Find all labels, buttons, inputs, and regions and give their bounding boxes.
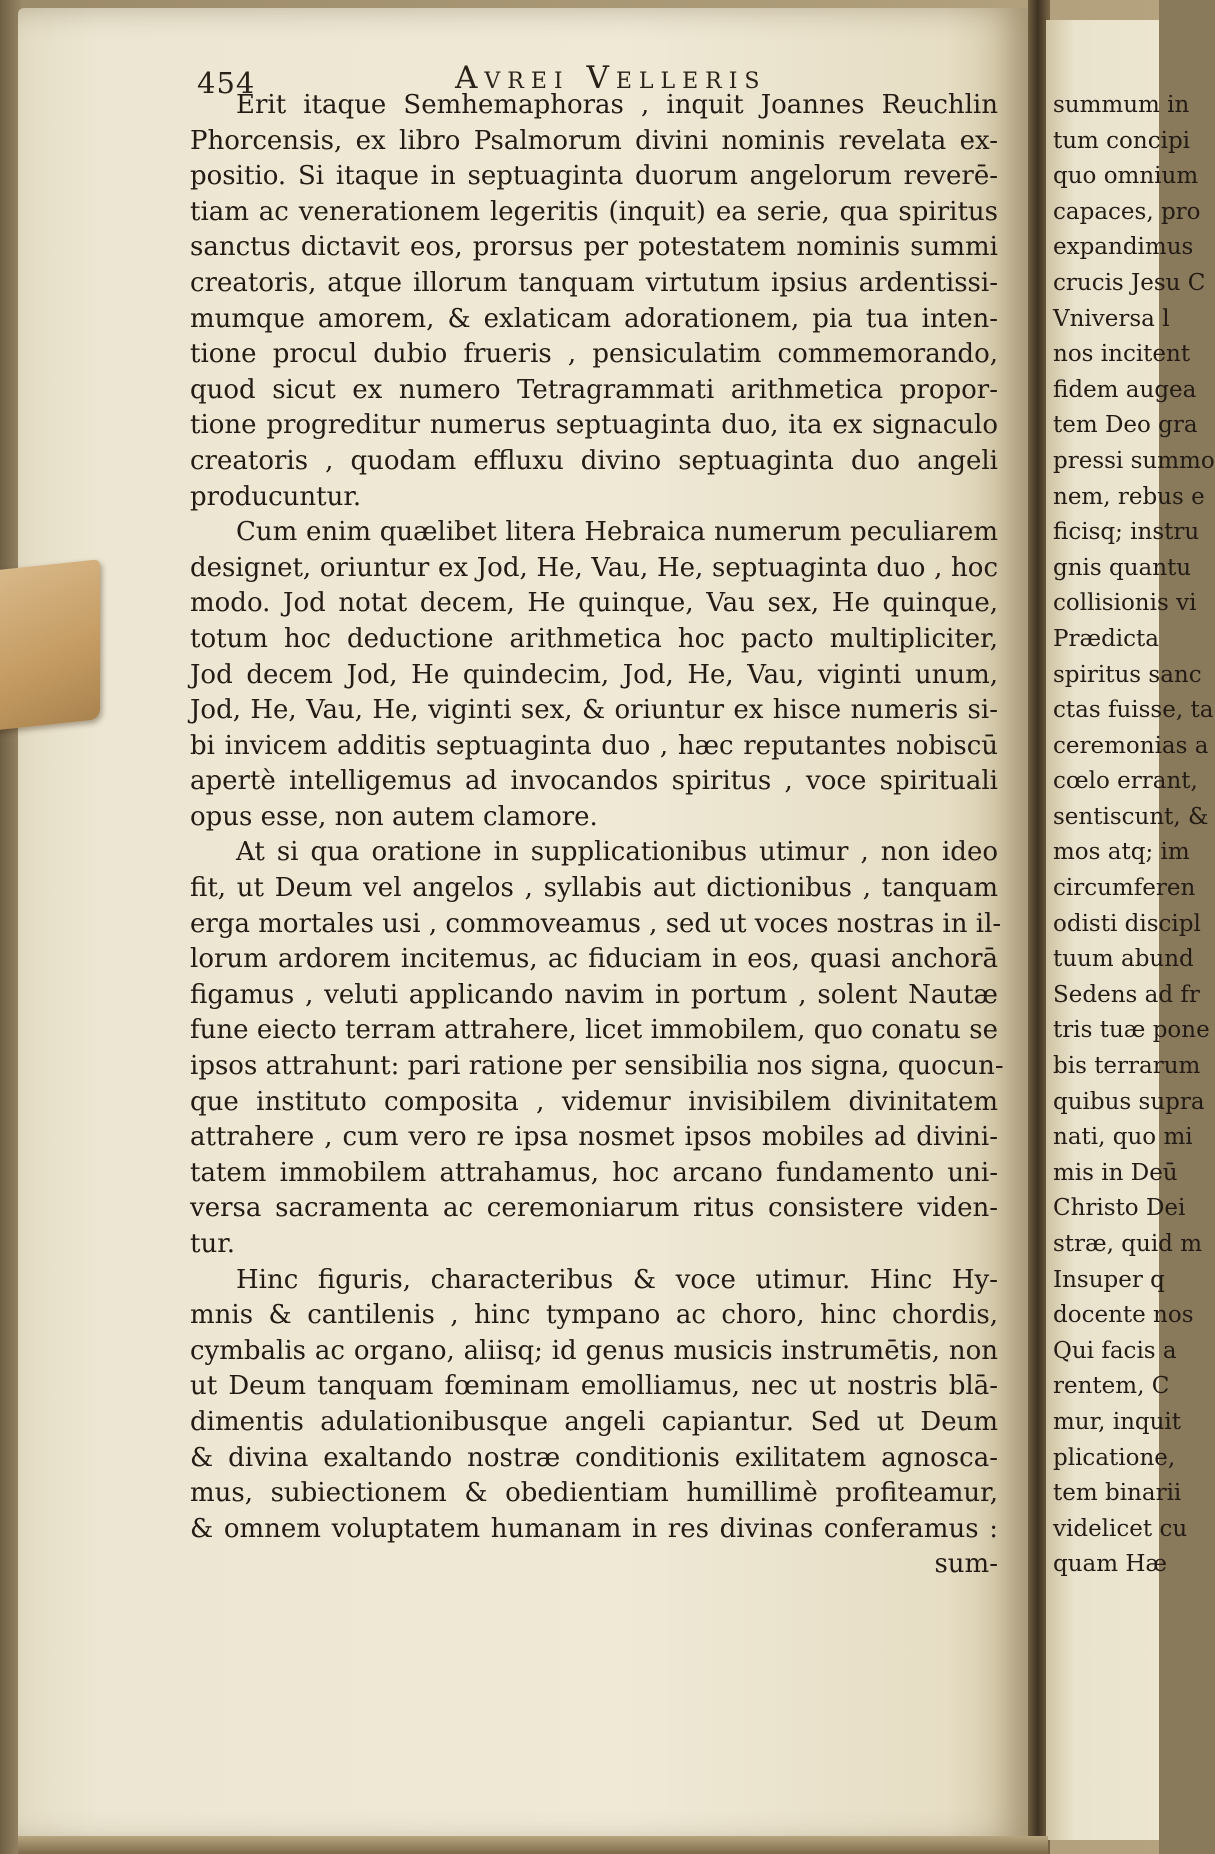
text-line: fune eiecto terram attrahere, licet immobilem, quo conatu se: [190, 1015, 998, 1046]
text-line: bis terrarum: [1053, 1053, 1201, 1080]
text-line: mis in Deū: [1053, 1159, 1178, 1186]
text-line: dimentis adulationibusque angeli capiantur. Sed ut Deum: [190, 1406, 998, 1437]
text-line: ctas fuisse, ta: [1053, 697, 1214, 724]
text-line: expandimus: [1053, 234, 1194, 261]
text-line: Cum enim quælibet litera Hebraica numerum peculiarem: [236, 517, 998, 548]
text-line: nati, quo mi: [1053, 1124, 1193, 1151]
text-line: modo. Jod notat decem, He quinque, Vau sex, He quinque,: [190, 588, 998, 619]
text-line: mur, inquit: [1053, 1408, 1182, 1435]
text-line: apertè intelligemus ad invocandos spiritus , voce spirituali: [190, 766, 998, 797]
text-line: ipsos attrahunt: pari ratione per sensibilia nos signa, quocun-: [190, 1051, 1004, 1082]
text-line: fidem augea: [1053, 376, 1197, 403]
text-line: Phorcensis, ex libro Psalmorum divini nominis revelata ex-: [190, 125, 998, 156]
text-line: Qui facis a: [1053, 1337, 1177, 1364]
text-line: Insuper q: [1053, 1266, 1165, 1293]
text-line: collisionis vi: [1053, 590, 1197, 617]
text-line: tuum abund: [1053, 946, 1194, 973]
text-line: tatem immobilem attrahamus, hoc arcano fundamento uni-: [190, 1157, 998, 1188]
text-line: rentem, C: [1053, 1373, 1170, 1400]
text-line: positio. Si itaque in septuaginta duorum angelorum reverē-: [190, 161, 998, 192]
text-line: videlicet cu: [1053, 1515, 1188, 1542]
text-line: tem Deo gra: [1053, 412, 1198, 439]
text-line: Prædicta: [1053, 625, 1160, 652]
text-line: nem, rebus e: [1053, 483, 1205, 510]
text-line: mnis & cantilenis , hinc tympano ac choro, hinc chordis,: [190, 1300, 998, 1331]
page-number: 454: [197, 66, 256, 100]
text-line: pressi summo: [1053, 447, 1215, 474]
text-line: mos atq; im: [1053, 839, 1190, 866]
text-line: capaces, pro: [1053, 198, 1201, 225]
text-line: tione procul dubio frueris , pensiculatim commemorando,: [190, 339, 998, 370]
text-line: designet, oriuntur ex Jod, He, Vau, He, septuaginta duo , hoc: [190, 552, 998, 583]
text-line: odisti discipl: [1053, 910, 1201, 937]
text-line: fit, ut Deum vel angelos , syllabis aut dictionibus , tanquam: [190, 873, 998, 904]
text-line: totum hoc deductione arithmetica hoc pacto multipliciter,: [190, 623, 998, 654]
text-line: docente nos: [1053, 1302, 1194, 1329]
text-line: At si qua oratione in supplicationibus utimur , non ideo: [236, 837, 998, 868]
text-line: tum concipi: [1053, 127, 1191, 154]
text-line: crucis Jesu C: [1053, 269, 1206, 296]
text-line: tur.: [190, 1229, 236, 1259]
text-line: Hinc figuris, characteribus & voce utimur. Hinc Hy-: [236, 1264, 998, 1295]
text-line: tris tuæ pone: [1053, 1017, 1210, 1044]
text-line: stræ, quid m: [1053, 1231, 1203, 1257]
text-line: mumque amorem, & exlaticam adorationem, pia tua inten-: [190, 303, 998, 334]
page-bottom-edge: [18, 1836, 1048, 1854]
text-line: Jod, He, Vau, He, viginti sex, & oriuntur ex hisce numeris si-: [190, 695, 998, 726]
right-page-text: [1053, 88, 1215, 1583]
text-line: mus, subiectionem & obedientiam humillimè profiteamur,: [190, 1478, 998, 1509]
text-line: que instituto composita , videmur invisibilem divinitatem: [190, 1086, 998, 1117]
text-line: versa sacramenta ac ceremoniarum ritus consistere viden-: [190, 1193, 998, 1224]
text-line: cymbalis ac organo, aliisq; id genus musicis instrumētis, non: [190, 1335, 998, 1366]
text-line: spiritus sanc: [1053, 661, 1202, 688]
text-line: lorum ardorem incitemus, ac fiduciam in eos, quasi anchorā: [190, 944, 998, 975]
text-line: Christo Dei: [1053, 1195, 1186, 1222]
text-line: ut Deum tanquam fœminam emolliamus, nec ut nostris blā-: [190, 1371, 998, 1402]
text-line: attrahere , cum vero re ipsa nosmet ipsos mobiles ad divini-: [190, 1122, 998, 1153]
text-line: sentiscunt, &: [1053, 803, 1209, 830]
text-line: & divina exaltando nostræ conditionis exilitatem agnosca-: [190, 1442, 998, 1473]
text-line: ficisq; instru: [1053, 519, 1200, 546]
text-line: plicatione,: [1053, 1444, 1176, 1471]
text-line: cœlo errant,: [1053, 768, 1198, 795]
text-line: tione progreditur numerus septuaginta duo, ita ex signaculo: [190, 410, 998, 441]
text-line: opus esse, non autem clamore.: [190, 801, 598, 832]
running-head: Avrei Velleris: [455, 60, 767, 96]
bookmark-tab: [0, 559, 100, 731]
left-page-text: [190, 88, 1004, 1583]
text-line: Vniversa l: [1053, 305, 1170, 332]
text-line: tiam ac venerationem legeritis (inquit) ea serie, qua spiritus: [190, 196, 998, 227]
text-line: bi invicem additis septuaginta duo , hæc reputantes nobiscū: [190, 730, 998, 761]
text-line: tem binarii: [1053, 1480, 1182, 1507]
text-line: & omnem voluptatem humanam in res divinas conferamus :: [190, 1513, 998, 1544]
catchword: sum-: [934, 1549, 998, 1580]
text-line: ceremonias a: [1053, 732, 1209, 759]
text-line: erga mortales usi , commoveamus , sed ut voces nostras in il-: [190, 908, 1002, 939]
text-line: figamus , veluti applicando navim in portum , solent Nautæ: [190, 979, 998, 1010]
text-line: sanctus dictavit eos, prorsus per potestatem nominis summi: [190, 232, 998, 263]
text-line: creatoris, atque illorum tanquam virtutum ipsius ardentissi-: [190, 267, 998, 298]
text-line: circumferen: [1053, 875, 1196, 902]
text-line: Erit itaque Semhemaphoras , inquit Joannes Reuchlin: [236, 90, 998, 120]
text-line: quod sicut ex numero Tetragrammati arithmetica propor-: [190, 374, 998, 405]
text-line: creatoris , quodam effluxu divino septuaginta duo angeli: [190, 445, 998, 476]
text-line: quo omnium: [1053, 163, 1199, 190]
text-line: summum in: [1053, 92, 1190, 118]
text-line: producuntur.: [190, 481, 362, 512]
text-line: gnis quantu: [1053, 554, 1192, 581]
text-line: nos incitent: [1053, 341, 1191, 368]
text-line: Sedens ad fr: [1053, 981, 1200, 1008]
text-line: Jod decem Jod, He quindecim, Jod, He, Vau, viginti unum,: [190, 659, 998, 690]
text-line: quibus supra: [1053, 1088, 1205, 1115]
text-line: quam Hæ: [1053, 1551, 1168, 1578]
